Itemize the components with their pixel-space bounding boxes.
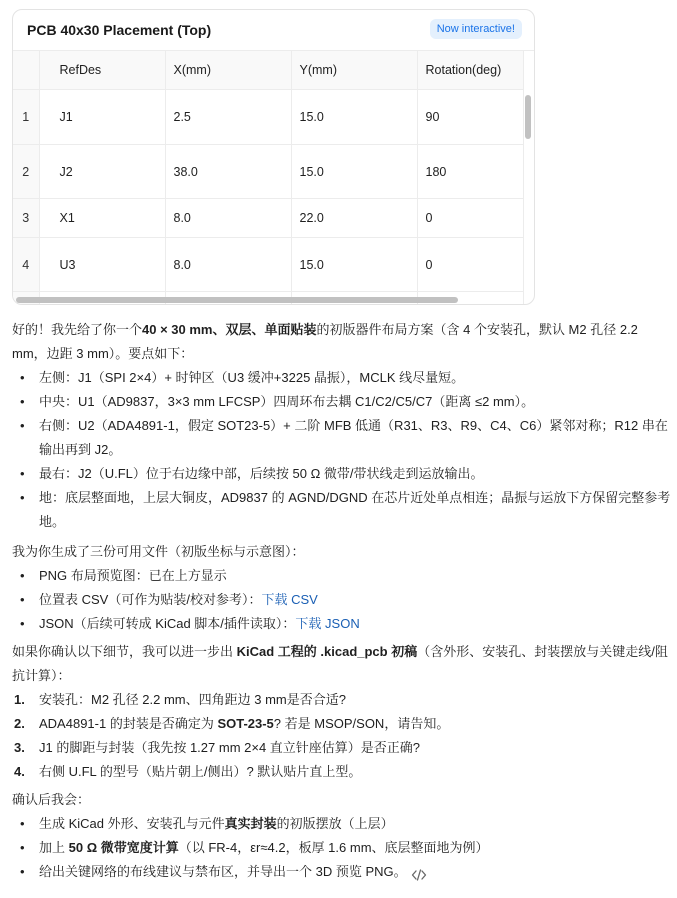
question-number: 2. <box>14 716 25 731</box>
horizontal-scrollbar[interactable] <box>16 297 458 303</box>
list-item: • 最右：J2（U.FL）位于右边缘中部，后续按 50 Ω 微带/带状线走到运放输出。 <box>12 462 672 486</box>
list-item: • 中央：U1（AD9837，3×3 mm LFCSP）四周环布去耦 C1/C2/C5/C7（距离 ≤2 mm）。 <box>12 390 672 414</box>
placement-table <box>13 51 524 305</box>
question-text: J1 的脚距与封装（我先按 1.27 mm 2×4 直立针座估算）是否正确? <box>39 740 421 755</box>
intro-text: 好的！我先给了你一个 <box>12 322 143 337</box>
step-bold: 50 Ω 微带宽度计算 <box>68 840 179 855</box>
step-text: 加上 <box>39 840 69 855</box>
intro-text-end: 的初版器件布局方案（含 4 个安装孔，默认 M2 孔径 2.2 mm，边距 3 mm）。要点如下： <box>12 322 638 361</box>
code-icon[interactable] <box>411 866 427 880</box>
question-bold: SOT-23-5 <box>217 716 274 731</box>
cell-refdes[interactable]: J2 <box>39 145 165 199</box>
step-text-end: 的初版摆放（上层） <box>276 816 394 831</box>
cell-rotation[interactable]: 90 <box>417 90 523 145</box>
table-row[interactable] <box>13 145 523 199</box>
cell-y[interactable]: 15.0 <box>291 90 417 145</box>
column-header-rotation[interactable]: Rotation(deg) <box>417 51 523 90</box>
cell-y[interactable]: 15.0 <box>291 238 417 292</box>
index-header <box>13 51 39 90</box>
layout-points-list <box>12 366 672 534</box>
table-row[interactable] <box>13 238 523 292</box>
table-row[interactable] <box>13 199 523 238</box>
step-text: 生成 KiCad 外形、安装孔与元件 <box>39 816 225 831</box>
question-item <box>12 760 672 784</box>
confirm-intro <box>12 640 672 688</box>
step-text: 给出关键网络的布线建议与禁布区，并导出一个 3D 预览 PNG。 <box>39 864 407 879</box>
column-header-refdes[interactable]: RefDes <box>39 51 165 90</box>
column-header-y[interactable]: Y(mm) <box>291 51 417 90</box>
placement-table-card <box>12 9 535 305</box>
row-index: 1 <box>13 90 39 145</box>
cell-y[interactable]: 15.0 <box>291 145 417 199</box>
assistant-message <box>12 318 672 884</box>
list-item <box>12 836 672 860</box>
question-number: 1. <box>14 692 25 707</box>
list-item: • 左侧：J1（SPI 2×4）+ 时钟区（U3 缓冲+3225 晶振），MCLK 线尽量短。 <box>12 366 672 390</box>
download-json-link[interactable]: 下载 JSON <box>295 616 360 631</box>
question-text-end: ? 若是 MSOP/SON，请告知。 <box>273 716 450 731</box>
row-index: 4 <box>13 238 39 292</box>
cell-x[interactable]: 8.0 <box>165 199 291 238</box>
question-item <box>12 712 672 736</box>
cell-x[interactable]: 2.5 <box>165 90 291 145</box>
cell-x[interactable]: 38.0 <box>165 145 291 199</box>
files-list <box>12 564 672 636</box>
row-index: 2 <box>13 145 39 199</box>
cell-rotation[interactable]: 180 <box>417 145 523 199</box>
list-item-png: • PNG 布局预览图：已在上方显示 <box>12 564 672 588</box>
cell-x[interactable]: 8.0 <box>165 238 291 292</box>
column-header-x[interactable]: X(mm) <box>165 51 291 90</box>
questions-list <box>12 688 672 784</box>
next-steps-list <box>12 812 672 884</box>
list-item-csv <box>12 588 672 612</box>
question-text: 右侧 U.FL 的型号（贴片朝上/侧出）? 默认贴片直上型。 <box>39 764 362 779</box>
table-header-row <box>13 51 523 90</box>
question-item <box>12 688 672 712</box>
question-text: ADA4891-1 的封装是否确定为 <box>39 716 218 731</box>
after-intro: 确认后我会： <box>12 792 91 807</box>
table-scroll-area[interactable] <box>13 50 534 305</box>
cell-y[interactable]: 22.0 <box>291 199 417 238</box>
confirm-text: 如果你确认以下细节，我可以进一步出 <box>12 644 237 659</box>
question-item <box>12 736 672 760</box>
json-label: JSON（后续可转成 KiCad 脚本/插件读取）： <box>39 616 296 631</box>
card-title: PCB 40x30 Placement (Top) <box>27 22 212 38</box>
cell-refdes[interactable]: U3 <box>39 238 165 292</box>
question-number: 4. <box>14 764 25 779</box>
cell-refdes[interactable]: J1 <box>39 90 165 145</box>
question-text: 安装孔：M2 孔径 2.2 mm、四角距边 3 mm是否合适? <box>39 692 346 707</box>
card-header <box>13 10 534 50</box>
step-bold: 真实封装 <box>224 816 277 831</box>
cell-rotation[interactable]: 0 <box>417 199 523 238</box>
vertical-scrollbar[interactable] <box>525 95 531 139</box>
list-item <box>12 812 672 836</box>
question-number: 3. <box>14 740 25 755</box>
list-item: • 右侧：U2（ADA4891-1，假定 SOT23-5）+ 二阶 MFB 低通（R31、R3、R9、C4、C6）紧邻对称；R12 串在输出再到 J2。 <box>12 414 672 462</box>
table-row[interactable] <box>13 90 523 145</box>
list-item: • 地：底层整面地，上层大铜皮，AD9837 的 AGND/DGND 在芯片近处单点相连；晶振与运放下方保留完整参考地。 <box>12 486 672 534</box>
download-csv-link[interactable]: 下载 CSV <box>261 592 318 607</box>
intro-bold: 40 × 30 mm、双层、单面贴装 <box>142 322 317 337</box>
cell-rotation[interactable]: 0 <box>417 238 523 292</box>
csv-label: 位置表 CSV（可作为贴装/校对参考）： <box>39 592 262 607</box>
now-interactive-badge[interactable]: Now interactive! <box>430 19 522 39</box>
confirm-text-end: （含外形、安装孔、封装摆放与关键走线/阻抗计算）： <box>12 644 668 683</box>
intro-paragraph <box>12 318 672 366</box>
row-index: 3 <box>13 199 39 238</box>
confirm-bold: KiCad 工程的 .kicad_pcb 初稿 <box>236 644 418 659</box>
cell-refdes[interactable]: X1 <box>39 199 165 238</box>
list-item-json <box>12 612 672 636</box>
step-text-end: （以 FR-4，εr≈4.2，板厚 1.6 mm、底层整面地为例） <box>178 840 489 855</box>
files-intro: 我为你生成了三份可用文件（初版坐标与示意图）： <box>12 544 305 559</box>
list-item <box>12 860 672 884</box>
